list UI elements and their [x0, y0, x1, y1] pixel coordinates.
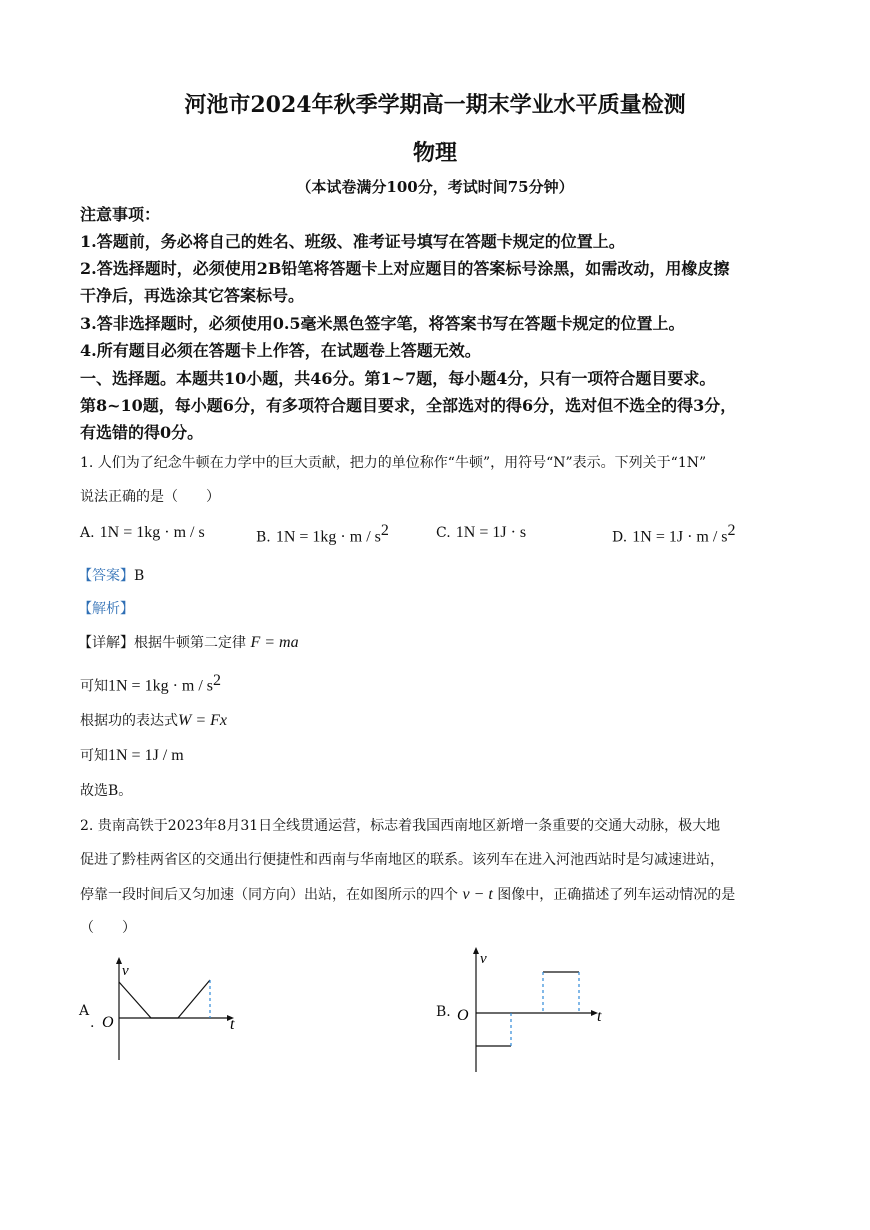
stem-text: 图像中，正确描述了列车运动情况的是 — [497, 887, 736, 903]
option-expr: 1N = 1J · m / s — [632, 528, 728, 546]
subject-title: 物理 — [412, 140, 457, 166]
notice-item: 干净后，再选涂其它答案标号。 — [80, 286, 305, 305]
q2-paren: （ ） — [80, 920, 136, 936]
graph-a-v-label: v — [122, 963, 129, 979]
option-label: C. — [436, 525, 451, 541]
line-exponent: 2 — [213, 672, 222, 689]
notice-item: 4.所有题目必须在答题卡上作答，在试题卷上答题无效。 — [80, 341, 481, 360]
graph-b-v-arrow — [473, 947, 479, 954]
graph-b-t-label: t — [597, 1008, 602, 1025]
notice-item: 2.答选择题时，必须使用2B铅笔将答题卡上对应题目的答案标号涂黑，如需改动，用橡皮擦 — [80, 259, 730, 278]
line-formula: W = Fx — [178, 712, 227, 729]
line-formula: 1N = 1J / m — [108, 747, 184, 764]
graph-a-vt-diagram — [98, 955, 248, 1065]
exam-title: 河池市2024年秋季学期高一期末学业水平质量检测 — [184, 92, 686, 118]
q2-stem: 促进了黔桂两省区的交通出行便捷性和西南与华南地区的联系。该列车在进入河池西站时是匀减速进站， — [80, 852, 724, 868]
line-text: 可知 — [80, 748, 108, 764]
graph-a-dot: . — [90, 1015, 95, 1031]
conclusion-line: 故选B。 — [80, 783, 133, 799]
graph-b-label: B. — [436, 1004, 451, 1020]
vt-symbol: v − t — [462, 886, 493, 903]
q2-stem: 2. 贵南高铁于2023年8月31日全线贯通运营，标志着我国西南地区新增一条重要的交通大动脉，极大地 — [80, 818, 721, 834]
option-expr: 1N = 1kg · m / s — [99, 524, 205, 541]
exam-note: （本试卷满分100分，考试时间75分钟） — [296, 178, 574, 196]
q1-option-d — [612, 522, 736, 546]
line-formula: 1N = 1kg · m / s — [108, 677, 214, 695]
option-exponent: 2 — [380, 522, 389, 539]
graph-b-origin: O — [457, 1007, 469, 1024]
option-label: A. — [80, 525, 95, 541]
q2-stem — [80, 884, 735, 904]
answer-line — [78, 565, 144, 585]
graph-b-vt-diagram — [450, 945, 620, 1075]
detail-tag: 【详解】 — [78, 635, 134, 651]
detail-text: 根据牛顿第二定律 — [134, 635, 246, 651]
analysis-tag: 【解析】 — [78, 601, 134, 617]
notice-heading: 注意事项： — [80, 205, 161, 224]
line-text: 根据功的表达式 — [80, 713, 178, 729]
graph-a-origin: O — [102, 1014, 114, 1031]
derivation-line — [80, 710, 227, 730]
graph-a-line — [119, 980, 210, 1018]
graph-a-t-label: t — [230, 1016, 235, 1033]
option-expr: 1N = 1J · s — [455, 524, 527, 541]
stem-text: 停靠一段时间后又匀加速（同方向）出站，在如图所示的四个 — [80, 887, 458, 903]
graph-b-v-label: v — [480, 951, 487, 967]
notice-item: 3.答非选择题时，必须使用0.5毫米黑色签字笔，将答案书写在答题卡规定的位置上。 — [80, 314, 685, 333]
derivation-line — [80, 672, 221, 696]
derivation-line — [80, 745, 184, 765]
answer-value: B — [134, 568, 145, 584]
section-heading: 第8~10题，每小题6分，有多项符合题目要求，全部选对的得6分，选对但不选全的得3分， — [80, 396, 737, 415]
option-label: B. — [256, 529, 271, 546]
detail-line — [78, 632, 299, 652]
q1-option-a — [80, 522, 205, 542]
section-heading: 一、选择题。本题共10小题，共46分。第1~7题，每小题4分，只有一项符合题目要求。 — [80, 369, 716, 388]
q1-option-b — [256, 522, 389, 546]
option-exponent: 2 — [727, 522, 736, 539]
section-heading: 有选错的得0分。 — [80, 423, 204, 442]
q1-stem: 说法正确的是（ ） — [80, 489, 220, 505]
q1-stem: 1. 人们为了纪念牛顿在力学中的巨大贡献，把力的单位称作“牛顿”，用符号“N”表示。下列关于“1N” — [80, 455, 707, 471]
notice-item: 1.答题前，务必将自己的姓名、班级、准考证号填写在答题卡规定的位置上。 — [80, 232, 625, 251]
option-label: D. — [612, 529, 628, 546]
option-expr: 1N = 1kg · m / s — [275, 528, 381, 546]
detail-formula: F = ma — [250, 634, 299, 651]
answer-tag: 【答案】 — [78, 568, 134, 584]
line-text: 可知 — [80, 678, 108, 695]
graph-a-label: A — [79, 1003, 90, 1019]
q1-option-c — [436, 522, 526, 542]
